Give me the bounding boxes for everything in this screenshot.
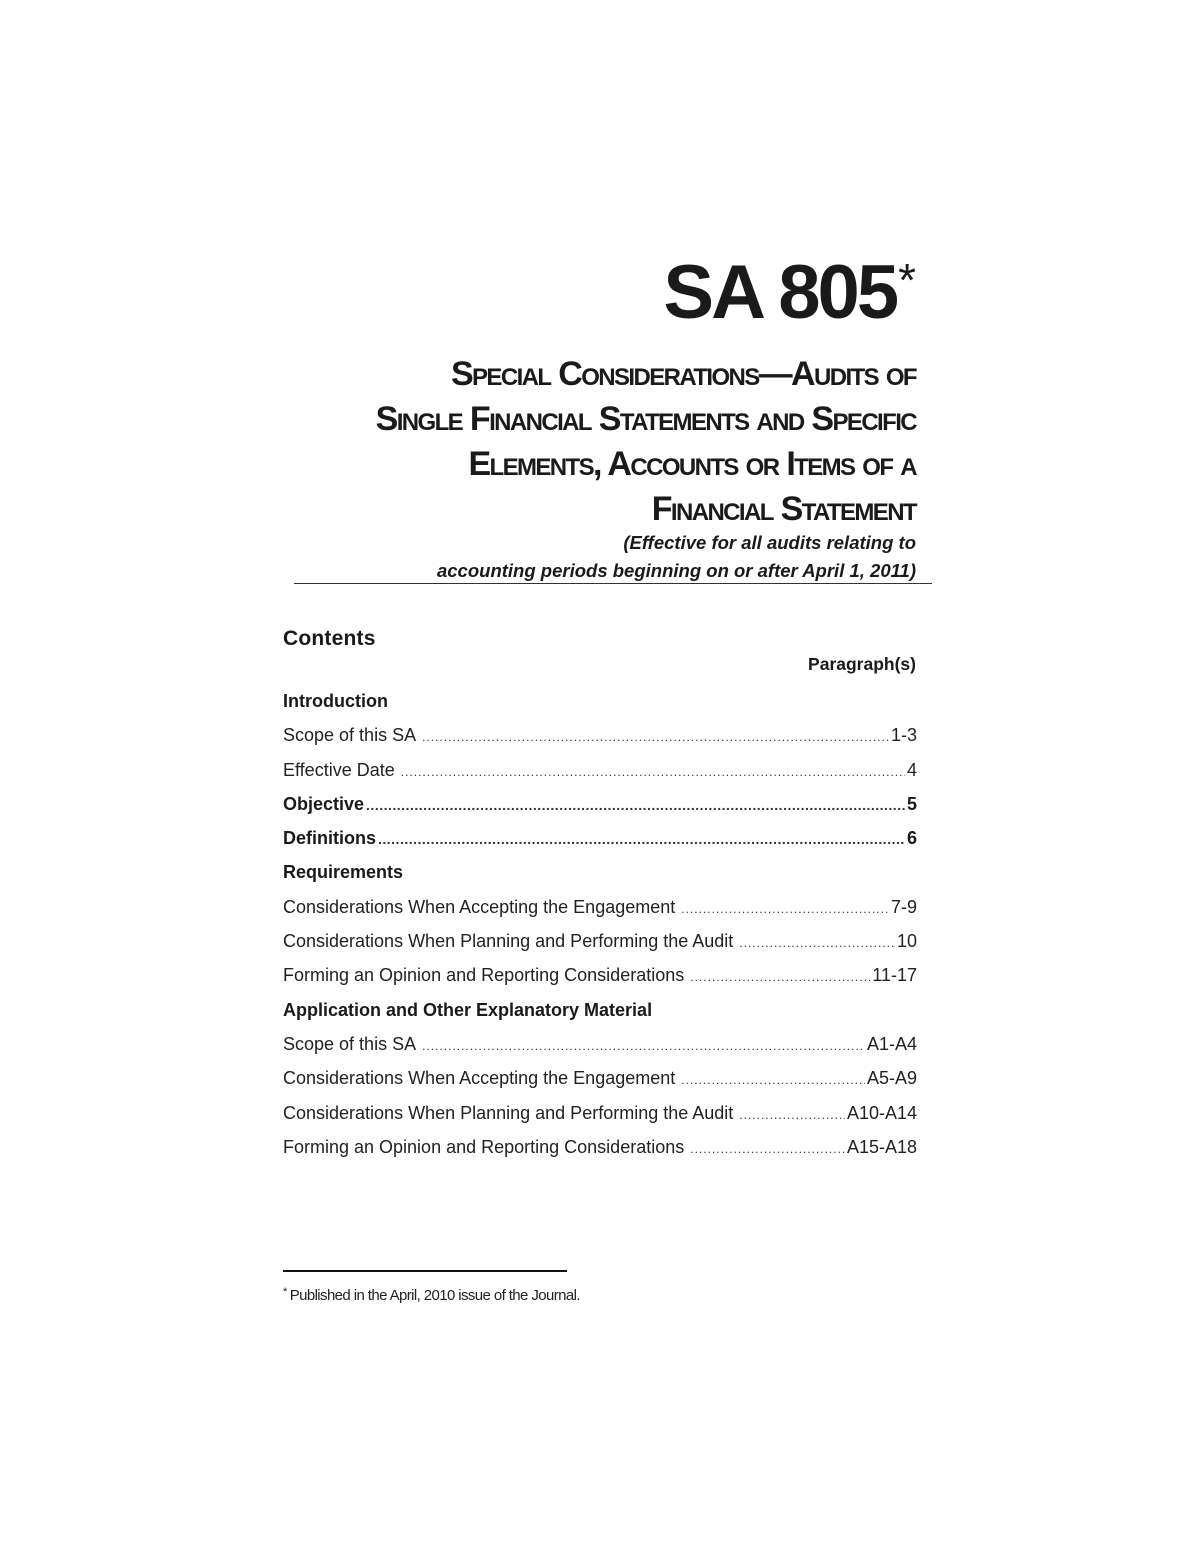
toc-entry [283,924,917,958]
title-line: Single Financial Statements and Specific [375,400,916,438]
toc-leader-dots [401,755,905,789]
footnote [283,1287,580,1304]
footnote-marker: * [283,1286,287,1298]
toc-label: Forming an Opinion and Reporting Considerations [283,965,685,986]
toc-leader-dots [422,720,889,754]
title-line: Special Considerations—Audits of [450,355,916,393]
toc-paragraph-ref: 5 [906,793,917,814]
toc-paragraph-ref: A15-A18 [846,1136,917,1157]
toc-label: Effective Date [283,759,395,780]
toc-leader-dots [681,892,889,926]
toc-leader-dots [739,1098,845,1132]
toc-leader-dots [690,960,870,994]
toc-label: Objective [283,793,365,814]
standard-number [663,250,916,335]
toc-label: Application and Other Explanatory Material [283,999,653,1020]
effective-line: (Effective for all audits relating to [623,532,916,553]
title-line: Financial Statement [651,490,916,528]
toc-paragraph-ref: 4 [906,759,917,780]
toc-entry [283,1096,917,1130]
table-of-contents [283,684,917,1164]
toc-leader-dots [422,1029,865,1063]
title-divider [294,583,932,584]
toc-section-heading [283,855,917,889]
toc-paragraph-ref: 1-3 [890,725,917,746]
contents-heading: Contents [283,627,376,650]
effective-date-note [216,529,916,585]
footnote-text: Published in the April, 2010 issue of the Journal. [289,1287,580,1304]
toc-paragraph-ref: A1-A4 [866,1033,917,1054]
toc-label: Considerations When Accepting the Engagement [283,1068,676,1089]
toc-entry [283,718,917,752]
footnote-marker: * [898,254,916,306]
document-title [216,352,916,532]
toc-entry [283,753,917,787]
toc-entry [283,1130,917,1164]
standard-number-text: SA 805 [663,250,897,335]
toc-label: Requirements [283,862,404,883]
toc-entry [283,1027,917,1061]
toc-leader-dots [739,926,895,960]
toc-paragraph-ref: 7-9 [890,896,917,917]
toc-paragraph-ref: A10-A14 [846,1102,917,1123]
paragraphs-column-heading: Paragraph(s) [808,654,916,674]
toc-label: Introduction [283,691,388,711]
toc-paragraph-ref: 10 [896,931,917,952]
effective-line: accounting periods beginning on or after April 1, 2011) [436,560,916,581]
toc-leader-dots [690,1132,845,1166]
footnote-divider [283,1270,567,1272]
toc-entry [283,890,917,924]
toc-paragraph-ref: A5-A9 [866,1068,917,1089]
toc-paragraph-ref: 11-17 [872,965,917,986]
toc-leader-dots [378,822,905,856]
toc-leader-dots [681,1063,865,1097]
toc-leader-dots [366,788,905,822]
toc-label: Scope of this SA [283,725,417,746]
toc-label: Considerations When Planning and Performing the Audit [283,931,734,952]
toc-entry [283,1061,917,1095]
toc-label: Considerations When Planning and Performing the Audit [283,1102,734,1123]
toc-label: Forming an Opinion and Reporting Considerations [283,1136,685,1157]
title-line: Elements, Accounts or Items of a [468,445,916,483]
toc-entry [283,821,917,855]
toc-section-heading [283,993,917,1027]
toc-label: Definitions [283,828,376,849]
toc-label: Scope of this SA [283,1033,417,1054]
toc-entry [283,958,917,992]
toc-section-heading [283,684,917,718]
toc-entry [283,787,917,821]
toc-paragraph-ref: 6 [906,828,917,849]
toc-label: Considerations When Accepting the Engagement [283,896,676,917]
